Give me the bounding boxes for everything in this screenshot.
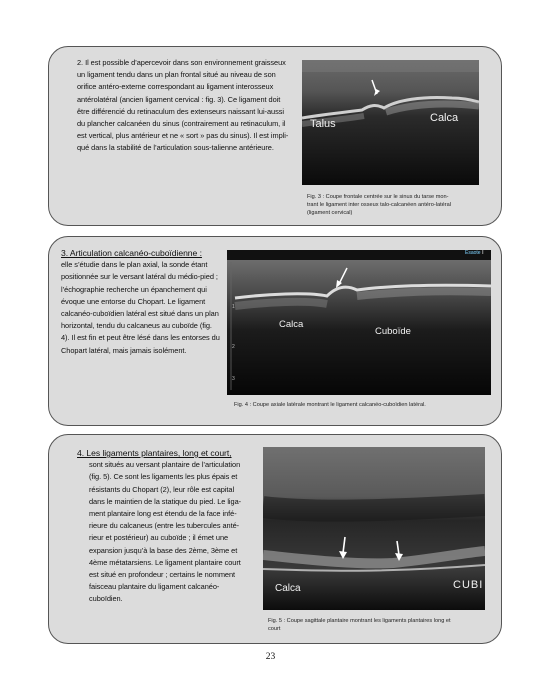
section-panel-sinus-tarse (48, 46, 502, 226)
text-line: 2. Il est possible d’apercevoir dans son environnement graisseux (77, 58, 286, 67)
ultrasound-image-fig5 (263, 447, 485, 610)
text-line: Chopart latéral, mais jamais isolément. (61, 345, 187, 355)
text-line: sont situés au versant plantaire de l’articulation (89, 460, 241, 470)
section-3-text (77, 447, 269, 606)
section-heading: 3. Articulation calcanéo-cuboïdienne : (61, 248, 202, 258)
svg-text:1: 1 (232, 304, 235, 310)
image-label-talus: Talus (310, 118, 336, 130)
text-line: antérolatéral (ancien ligament cervical : fig. 3). Ce ligament doit (77, 94, 281, 104)
image-label-cubi: CUBI (453, 579, 484, 591)
text-line: rieure du calcaneus (entre les tubercules anté- (89, 521, 240, 531)
text-line: calcanéo-cuboïdien latéral est situé dans un plan (61, 309, 219, 319)
text-line: dans le maintien de la statique du pied. Le liga- (89, 496, 242, 506)
svg-text:2: 2 (232, 344, 235, 350)
text-line: est situé en profondeur ; certains le nomment (89, 570, 236, 580)
page-number: 23 (265, 652, 276, 662)
image-label-calca: Calca (279, 319, 304, 330)
text-line: (fig. 5). Ce sont les ligaments les plus épais et (89, 472, 238, 482)
text-line: évoque une entorse du Chopart. Le ligament (61, 296, 206, 306)
text-line: l’échographie recherche un épanchement qui (61, 284, 207, 294)
image-label-calca: Calca (275, 583, 301, 594)
scanner-corner-mark: T (481, 250, 485, 256)
figure-caption-4: Fig. 4 : Coupe axiale latérale montrant le ligament calcanéo-cuboïdien latéral. (234, 402, 426, 408)
section-heading: 4. Les ligaments plantaires, long et court, (77, 448, 232, 458)
svg-text:3: 3 (232, 376, 235, 382)
scanner-logo: Esaote (465, 250, 481, 256)
text-line: rieur et postérieur) au cuboïde ; il émet une (89, 533, 229, 543)
text-line: 4). Il est fin et peut être lésé dans les entorses du (61, 333, 220, 343)
text-line: cuboïdien. (89, 594, 123, 604)
ultrasound-image-fig3 (302, 60, 479, 185)
section-1-text (77, 57, 309, 155)
ultrasound-image-fig4 (227, 250, 491, 395)
text-line: du plancher calcanéen du sinus (contrairement au retinaculum, il (77, 119, 286, 129)
text-line: orifice antéro-externe correspondant au ligament interosseux (77, 82, 274, 92)
image-label-cuboide: Cuboïde (375, 326, 411, 337)
text-line: ment plantaire long est étendu de la face infé- (89, 509, 237, 519)
image-label-calca: Calca (430, 112, 459, 124)
section-2-text (61, 247, 236, 357)
text-line: résistants du Chopart (2), leur rôle est capital (89, 484, 235, 494)
text-line: faisceau plantaire du ligament calcanéo- (89, 582, 220, 592)
text-line: elle s’étudie dans le plan axial, la sonde étant (61, 260, 208, 270)
section-panel-calcaneo-cuboidienne (48, 236, 502, 426)
text-line: expansion jusqu’à la base des 2ème, 3ème et (89, 545, 238, 555)
figure-caption-5: Fig. 5 : Coupe sagittale plantaire montrant les ligaments plantaires long et court (268, 618, 451, 632)
text-line: qué dans la stabilité de l’articulation sous-talienne antérieure. (77, 143, 274, 153)
text-line: est vertical, plus antérieur et ne « sort » pas du sinus). Il est impli- (77, 131, 289, 141)
text-line: positionnée sur le versant latéral du médio-pied ; (61, 272, 218, 282)
text-line: horizontal, tendu du calcaneus au cuboïde (fig. (61, 321, 212, 331)
figure-caption-3: Fig. 3 : Coupe frontale centrée sur le sinus du tarse mon- trant le ligament inter osseux talo-calcanéen antéro-latéral (ligament cervical) (307, 194, 451, 216)
text-line: être différencié du retinaculum des extenseurs naissant lui-aussi (77, 106, 284, 116)
section-panel-ligaments-plantaires (48, 434, 502, 644)
text-line: 4ème métatarsiens. Le ligament plantaire court (89, 557, 241, 567)
text-line: un ligament tendu dans un plan frontal situé au niveau de son (77, 70, 276, 80)
